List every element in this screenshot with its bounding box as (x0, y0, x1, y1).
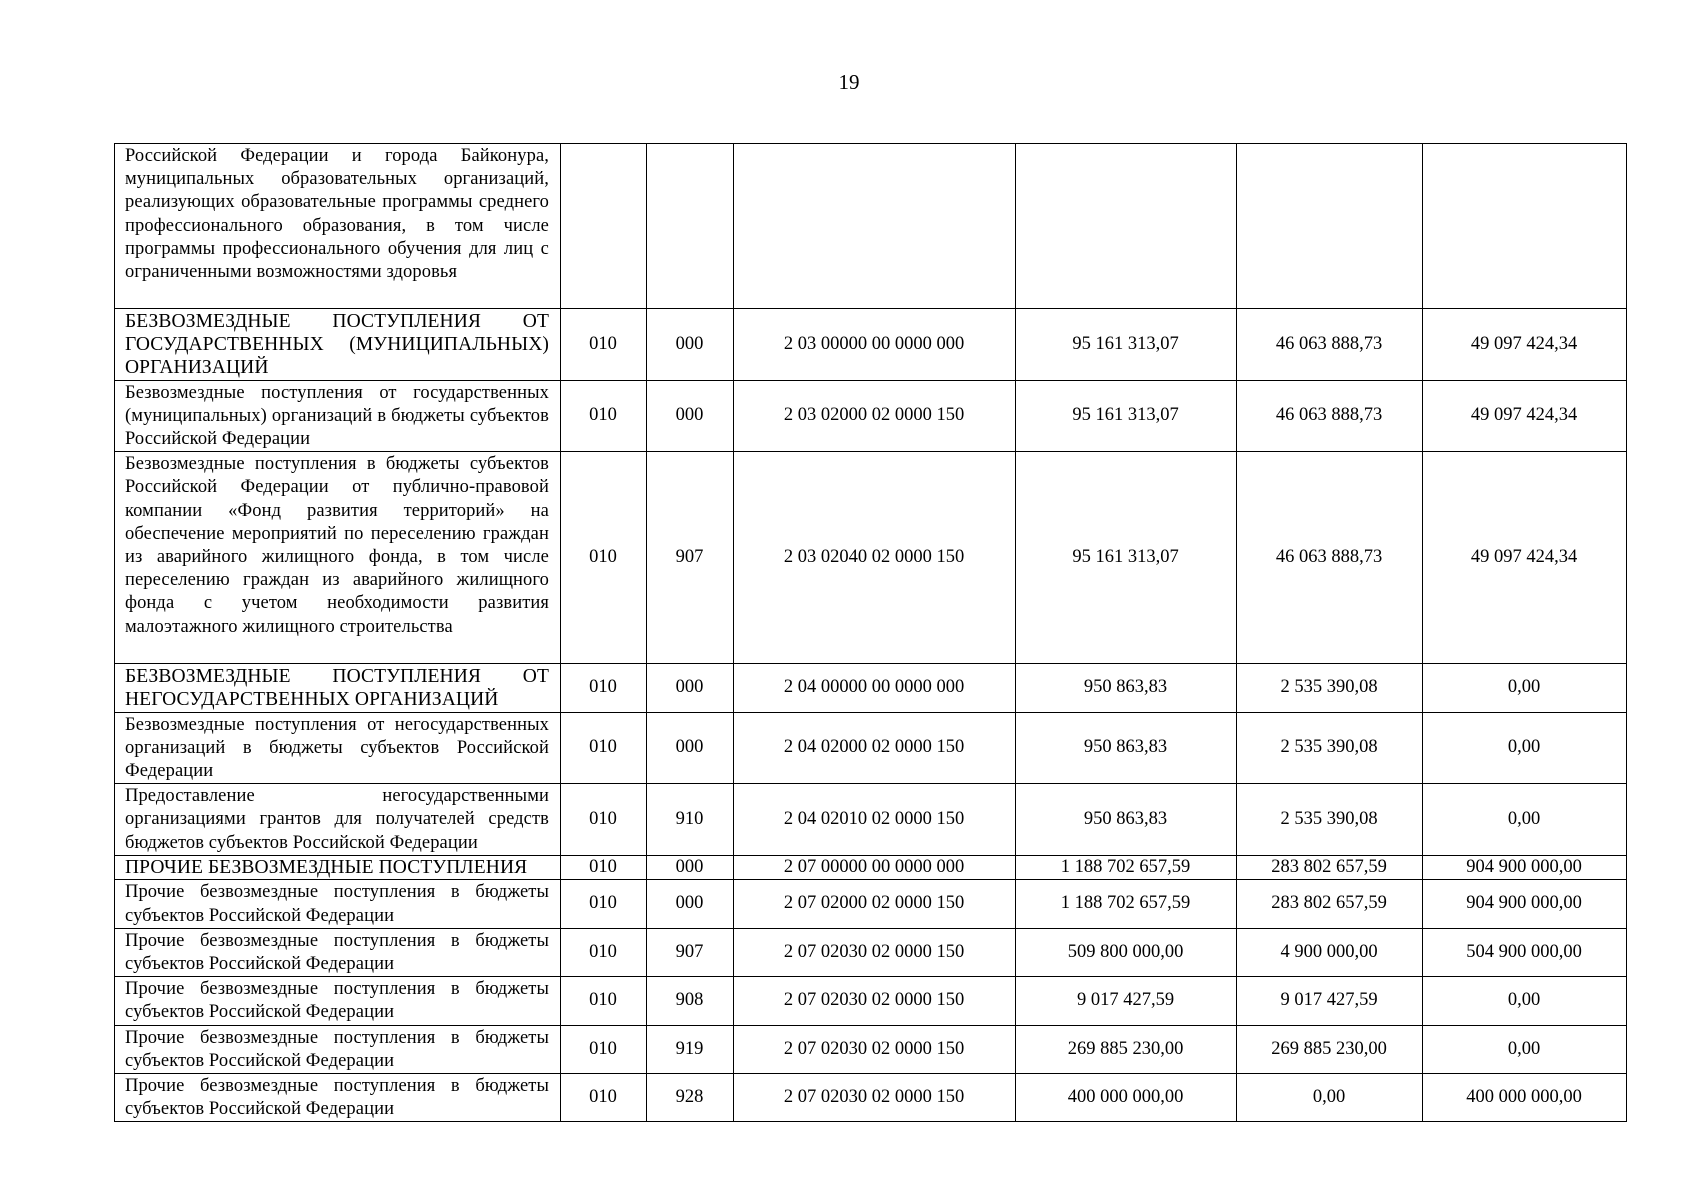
row-amount-2: 283 802 657,59 (1237, 880, 1423, 928)
row-amount-2: 2 535 390,08 (1237, 712, 1423, 784)
row-budget-code: 2 04 00000 00 0000 000 (734, 664, 1016, 712)
row-budget-code: 2 04 02000 02 0000 150 (734, 712, 1016, 784)
row-amount-2: 0,00 (1237, 1073, 1423, 1121)
row-total-amount: 1 188 702 657,59 (1016, 855, 1237, 880)
row-admin-code: 010 (561, 1025, 647, 1073)
row-budget-code: 2 07 02030 02 0000 150 (734, 928, 1016, 976)
row-sub-code: 000 (647, 380, 734, 452)
table-row (115, 855, 1627, 880)
row-admin-code: 010 (561, 712, 647, 784)
row-amount-3: 0,00 (1423, 1025, 1627, 1073)
row-amount-2: 2 535 390,08 (1237, 784, 1423, 856)
row-total-amount: 95 161 313,07 (1016, 380, 1237, 452)
table-row (115, 880, 1627, 928)
row-amount-3: 400 000 000,00 (1423, 1073, 1627, 1121)
row-amount-3: 49 097 424,34 (1423, 380, 1627, 452)
row-amount-2: 46 063 888,73 (1237, 380, 1423, 452)
row-budget-code: 2 03 00000 00 0000 000 (734, 309, 1016, 381)
row-name: ПРОЧИЕ БЕЗВОЗМЕЗДНЫЕ ПОСТУПЛЕНИЯ (115, 855, 561, 880)
row-amount-3 (1423, 144, 1627, 309)
row-amount-2: 9 017 427,59 (1237, 977, 1423, 1025)
row-admin-code: 010 (561, 1073, 647, 1121)
row-total-amount (1016, 144, 1237, 309)
row-name: БЕЗВОЗМЕЗДНЫЕ ПОСТУПЛЕНИЯ ОТ ГОСУДАРСТВЕННЫХ (МУНИЦИПАЛЬНЫХ) ОРГАНИЗАЦИЙ (115, 309, 561, 381)
row-name: Прочие безвозмездные поступления в бюджеты субъектов Российской Федерации (115, 977, 561, 1025)
row-total-amount: 950 863,83 (1016, 664, 1237, 712)
row-budget-code: 2 07 02030 02 0000 150 (734, 1025, 1016, 1073)
table-row (115, 784, 1627, 856)
row-name: Прочие безвозмездные поступления в бюджеты субъектов Российской Федерации (115, 880, 561, 928)
page-number: 19 (838, 70, 860, 94)
row-sub-code: 000 (647, 712, 734, 784)
row-name: Прочие безвозмездные поступления в бюджеты субъектов Российской Федерации (115, 1025, 561, 1073)
row-amount-3: 0,00 (1423, 712, 1627, 784)
row-amount-3: 0,00 (1423, 977, 1627, 1025)
table-row (115, 977, 1627, 1025)
row-budget-code: 2 03 02000 02 0000 150 (734, 380, 1016, 452)
row-admin-code (561, 144, 647, 309)
row-sub-code (647, 144, 734, 309)
row-amount-3: 0,00 (1423, 664, 1627, 712)
row-name: Российской Федерации и города Байконура, муниципальных образовательных организаций, реализующих образовательные программы среднего профессионального образования, в том числе программы профессионального обучения для лиц с ограниченными возможностями здоровья (115, 144, 561, 309)
row-name: БЕЗВОЗМЕЗДНЫЕ ПОСТУПЛЕНИЯ ОТ НЕГОСУДАРСТВЕННЫХ ОРГАНИЗАЦИЙ (115, 664, 561, 712)
row-budget-code: 2 07 02030 02 0000 150 (734, 1073, 1016, 1121)
row-budget-code: 2 07 02000 02 0000 150 (734, 880, 1016, 928)
row-budget-code: 2 07 00000 00 0000 000 (734, 855, 1016, 880)
row-sub-code: 000 (647, 855, 734, 880)
row-amount-2: 46 063 888,73 (1237, 452, 1423, 664)
row-name: Безвозмездные поступления от негосударственных организаций в бюджеты субъектов Российской Федерации (115, 712, 561, 784)
row-budget-code: 2 07 02030 02 0000 150 (734, 977, 1016, 1025)
row-total-amount: 950 863,83 (1016, 784, 1237, 856)
row-amount-2: 283 802 657,59 (1237, 855, 1423, 880)
row-amount-3: 504 900 000,00 (1423, 928, 1627, 976)
row-name: Прочие безвозмездные поступления в бюджеты субъектов Российской Федерации (115, 1073, 561, 1121)
row-sub-code: 907 (647, 928, 734, 976)
row-amount-2: 269 885 230,00 (1237, 1025, 1423, 1073)
row-total-amount: 950 863,83 (1016, 712, 1237, 784)
row-admin-code: 010 (561, 928, 647, 976)
table-row (115, 664, 1627, 712)
row-amount-2: 4 900 000,00 (1237, 928, 1423, 976)
row-admin-code: 010 (561, 309, 647, 381)
row-amount-2 (1237, 144, 1423, 309)
table-row (115, 144, 1627, 309)
row-admin-code: 010 (561, 452, 647, 664)
row-amount-3: 904 900 000,00 (1423, 855, 1627, 880)
row-budget-code: 2 04 02010 02 0000 150 (734, 784, 1016, 856)
row-sub-code: 919 (647, 1025, 734, 1073)
row-total-amount: 95 161 313,07 (1016, 309, 1237, 381)
row-sub-code: 928 (647, 1073, 734, 1121)
row-total-amount: 269 885 230,00 (1016, 1025, 1237, 1073)
row-total-amount: 509 800 000,00 (1016, 928, 1237, 976)
row-total-amount: 9 017 427,59 (1016, 977, 1237, 1025)
row-amount-3: 904 900 000,00 (1423, 880, 1627, 928)
table-row (115, 712, 1627, 784)
row-amount-3: 49 097 424,34 (1423, 452, 1627, 664)
row-sub-code: 000 (647, 309, 734, 381)
row-admin-code: 010 (561, 664, 647, 712)
table-row (115, 380, 1627, 452)
row-sub-code: 907 (647, 452, 734, 664)
table-row (115, 452, 1627, 664)
revenue-table (114, 143, 1627, 1122)
row-admin-code: 010 (561, 880, 647, 928)
row-admin-code: 010 (561, 855, 647, 880)
table-row (115, 1073, 1627, 1121)
row-amount-2: 46 063 888,73 (1237, 309, 1423, 381)
row-name: Безвозмездные поступления от государственных (муниципальных) организаций в бюджеты субъектов Российской Федерации (115, 380, 561, 452)
row-total-amount: 400 000 000,00 (1016, 1073, 1237, 1121)
row-sub-code: 910 (647, 784, 734, 856)
row-name: Предоставление негосударственными организациями грантов для получателей средств бюджетов субъектов Российской Федерации (115, 784, 561, 856)
row-budget-code (734, 144, 1016, 309)
row-admin-code: 010 (561, 380, 647, 452)
row-sub-code: 908 (647, 977, 734, 1025)
table-row (115, 309, 1627, 381)
row-budget-code: 2 03 02040 02 0000 150 (734, 452, 1016, 664)
row-amount-3: 0,00 (1423, 784, 1627, 856)
row-name: Прочие безвозмездные поступления в бюджеты субъектов Российской Федерации (115, 928, 561, 976)
row-admin-code: 010 (561, 784, 647, 856)
row-sub-code: 000 (647, 880, 734, 928)
row-total-amount: 1 188 702 657,59 (1016, 880, 1237, 928)
row-amount-2: 2 535 390,08 (1237, 664, 1423, 712)
row-total-amount: 95 161 313,07 (1016, 452, 1237, 664)
table-row (115, 1025, 1627, 1073)
row-sub-code: 000 (647, 664, 734, 712)
row-admin-code: 010 (561, 977, 647, 1025)
row-name: Безвозмездные поступления в бюджеты субъектов Российской Федерации от публично-правовой компании «Фонд развития территорий» на обеспечение мероприятий по переселению граждан из аварийного жилищного фонда, в том числе переселению граждан из аварийного жилищного фонда с учетом необходимости развития малоэтажного жилищного строительства (115, 452, 561, 664)
table-row (115, 928, 1627, 976)
row-amount-3: 49 097 424,34 (1423, 309, 1627, 381)
